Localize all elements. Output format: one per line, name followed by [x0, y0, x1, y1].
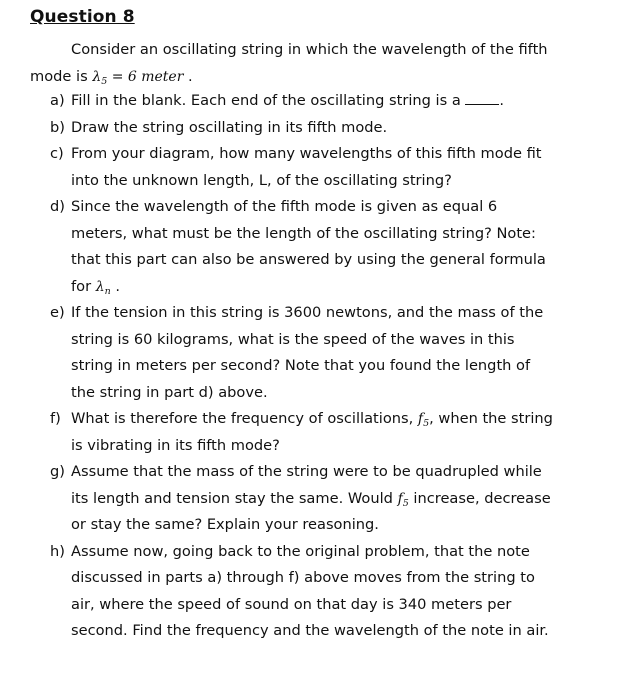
frequency-f5-symbol — [398, 491, 409, 507]
part-marker: f) — [50, 410, 61, 427]
part-text: Assume now, going back to the original problem, that the note discussed in parts a) through f) above moves from the string to air, where the speed of sound on that day is 340 meters per second. Find the frequency and the wavelength of the note in air. — [71, 542, 549, 639]
wavelength-equation — [92, 69, 183, 85]
lambda-n-symbol — [96, 279, 111, 295]
part-marker: h) — [50, 542, 65, 560]
part-text: From your diagram, how many wavelengths of this fifth mode fit into the unknown length, L, of the oscillating string? — [71, 145, 542, 189]
part-text-after: increase, decrease or stay the same? Explain your reasoning. — [71, 489, 551, 533]
part-text-before: What is therefore the frequency of oscillations, — [71, 410, 418, 427]
f-glyph: f — [417, 411, 424, 427]
fill-in-blank[interactable] — [465, 91, 499, 105]
part-text: Fill in the blank. Each end of the oscillating string is a — [71, 92, 461, 109]
part-marker: a) — [50, 92, 65, 109]
f-subscript: 5 — [423, 418, 430, 429]
part-suffix: . — [110, 277, 120, 295]
question-intro — [30, 37, 578, 90]
part-text: If the tension in this string is 3600 newtons, and the mass of the string is 60 kilograms, what is the speed of the waves in this string in meters per second? Note that you found the length of the string in part d) above. — [71, 304, 544, 401]
part-marker: e) — [50, 304, 65, 321]
lambda-glyph: λ — [95, 278, 105, 295]
question-parts-list — [0, 88, 618, 645]
part-h — [0, 539, 557, 645]
part-marker: b) — [50, 118, 65, 136]
part-marker: g) — [50, 463, 65, 480]
intro-line-1: Consider an oscillating string in which the wavelength of the fifth — [71, 41, 548, 58]
f-glyph: f — [397, 490, 403, 507]
part-text-after: , when the string is vibrating in its fifth mode? — [71, 410, 553, 454]
part-marker: d) — [50, 198, 65, 215]
part-f — [0, 406, 557, 459]
part-d — [0, 194, 557, 300]
part-a — [0, 88, 557, 115]
question-title: Question 8 — [30, 7, 135, 27]
part-b — [0, 115, 557, 142]
part-marker: c) — [50, 145, 64, 162]
f-subscript: 5 — [402, 497, 409, 509]
part-e — [0, 300, 557, 406]
intro-line-2-prefix: mode is — [30, 67, 93, 85]
lambda-subscript: 5 — [101, 75, 108, 87]
part-c — [0, 141, 557, 194]
equation-value: = 6 meter — [107, 68, 184, 85]
frequency-f5-symbol — [418, 411, 429, 427]
lambda-n-subscript: n — [104, 285, 111, 297]
part-suffix: . — [499, 92, 505, 109]
part-text-before: Assume that the mass of the string were to be quadrupled while its length and tension stay the same. Would — [71, 463, 542, 507]
part-g — [0, 459, 557, 539]
intro-line-2-suffix: . — [183, 67, 193, 85]
part-text: Draw the string oscillating in its fifth mode. — [71, 118, 388, 136]
part-text: Since the wavelength of the fifth mode is given as equal 6 meters, what must be the length of the oscillating string? Note: that this part can also be answered by using the general formula for — [71, 198, 546, 295]
lambda-symbol: λ — [92, 68, 102, 85]
